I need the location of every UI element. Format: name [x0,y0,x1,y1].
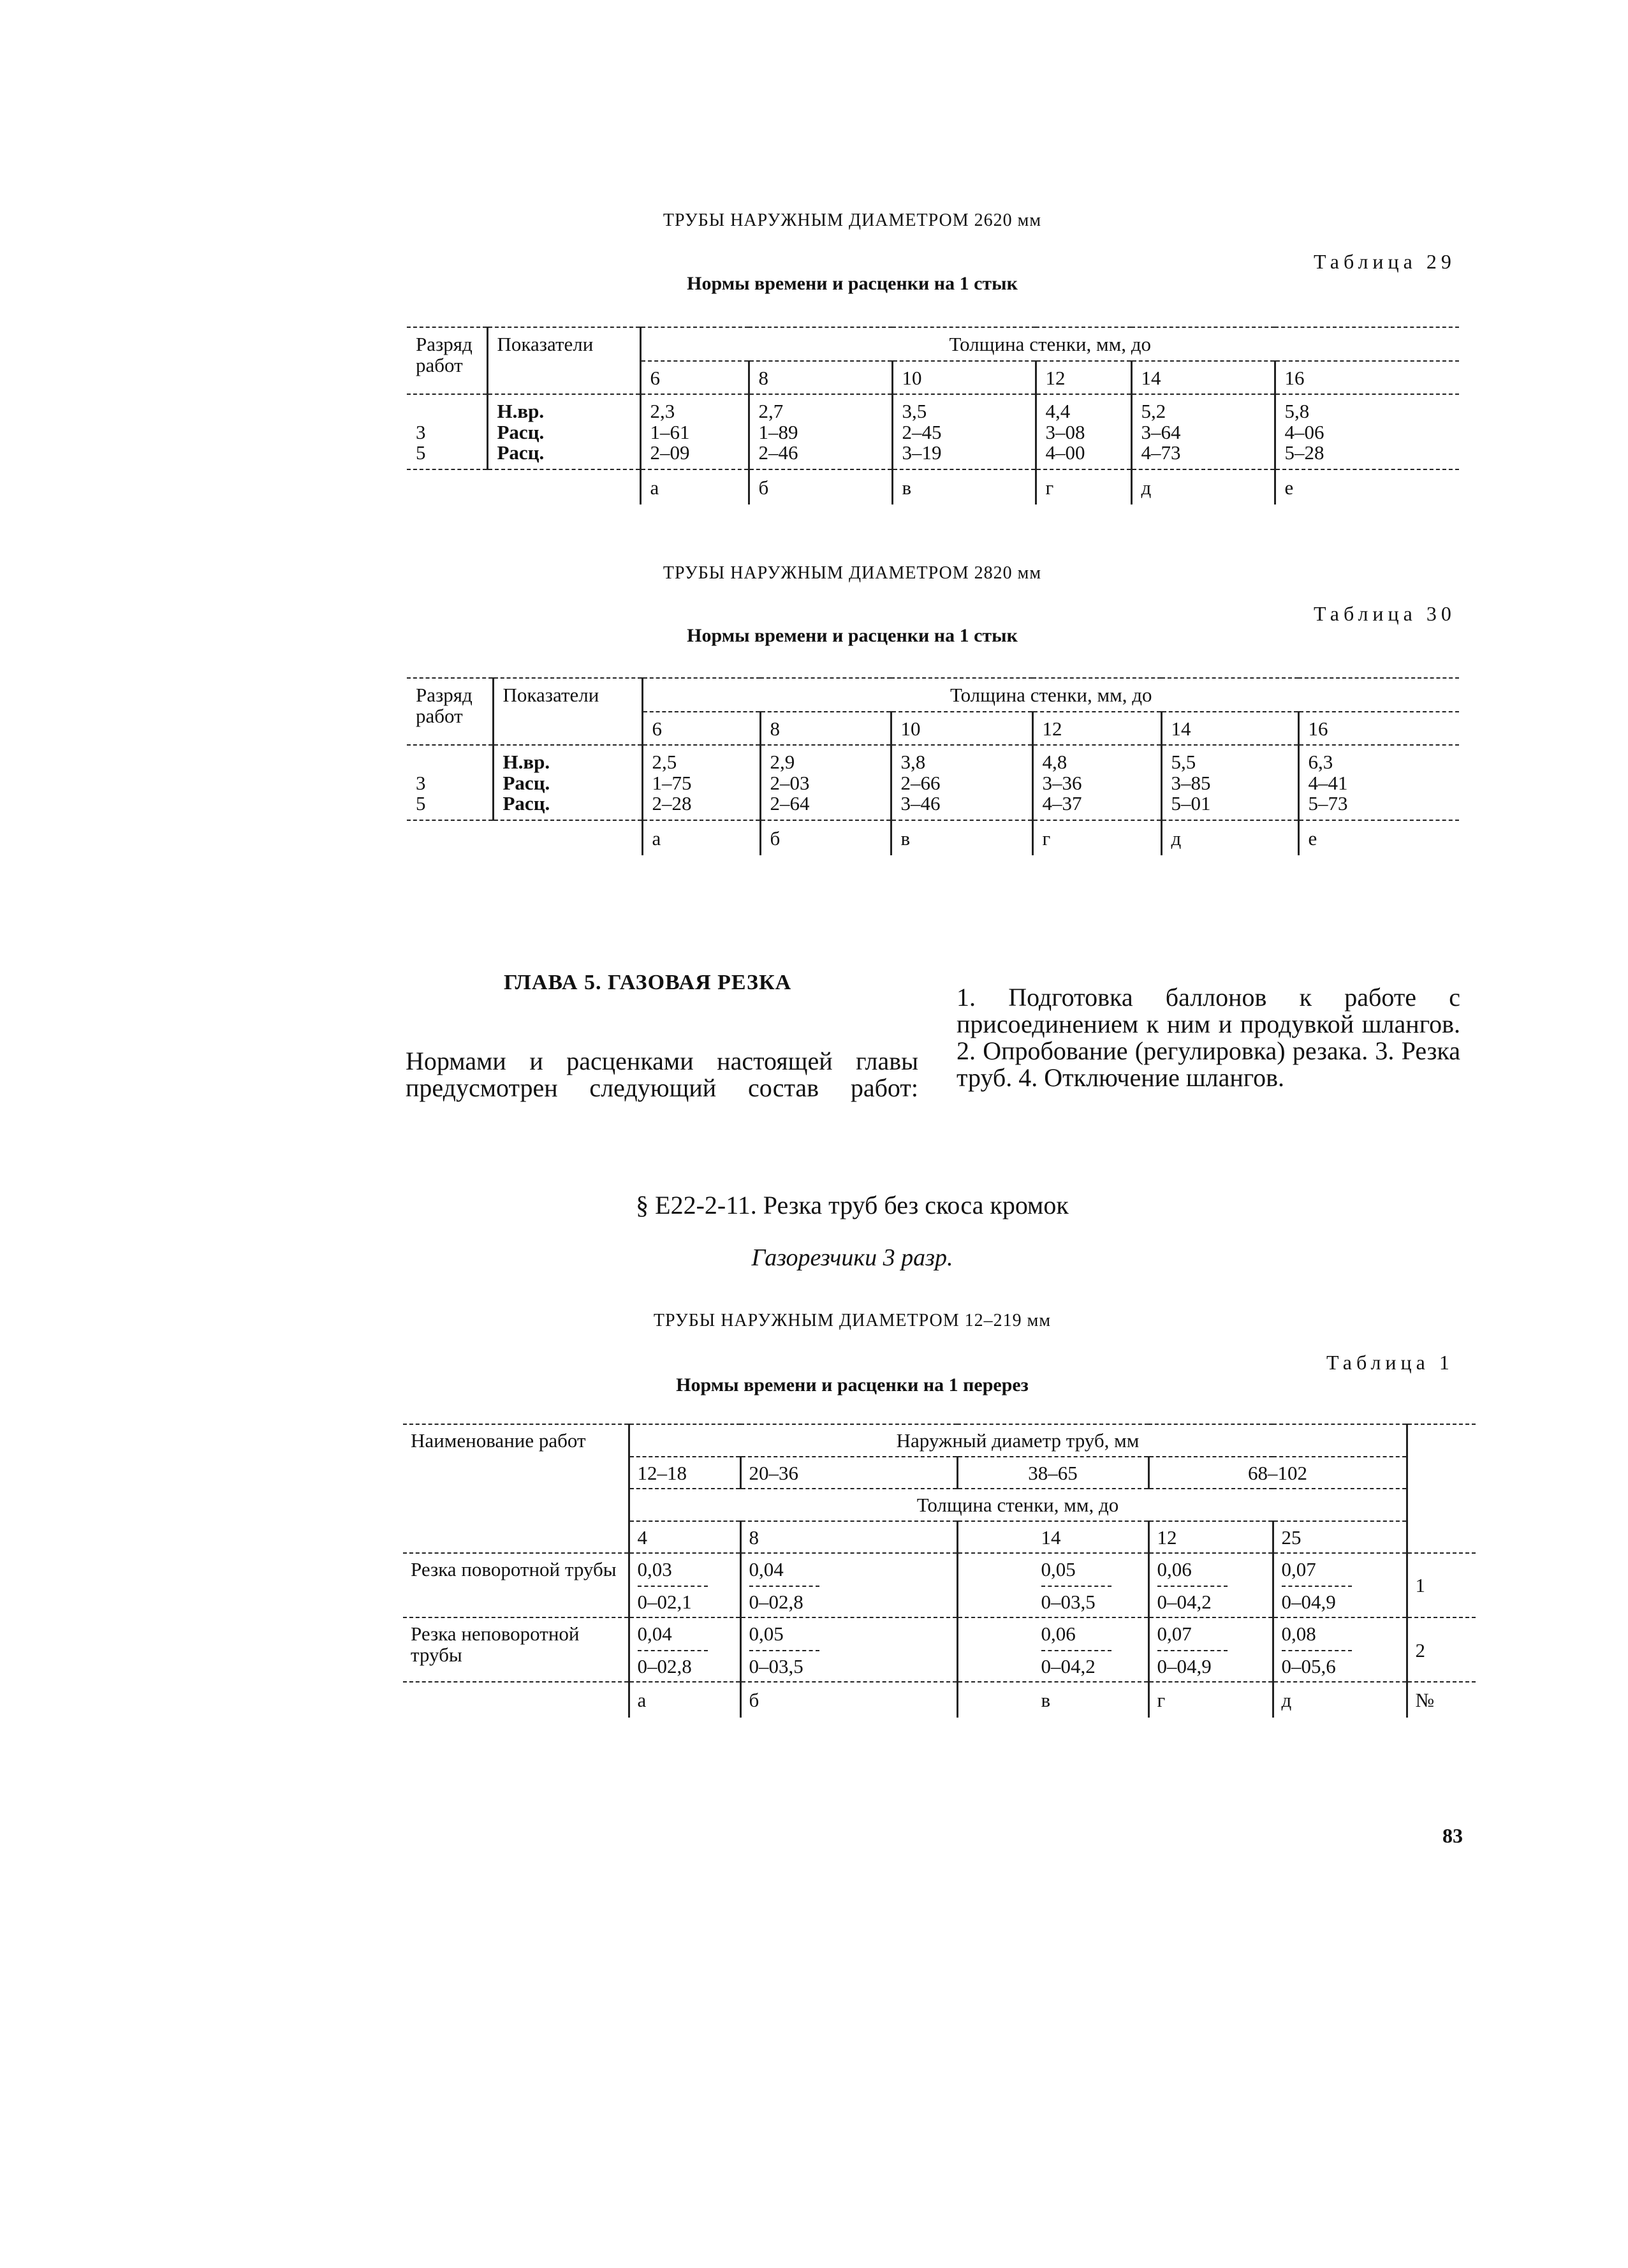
table29-thickness-2: 10 [892,361,1036,395]
table29-label-2: Расц. [497,441,545,464]
table1-row-num: 2 [1407,1617,1476,1682]
table1-rate: 0–03,5 [1041,1590,1096,1613]
table30-letter: г [1032,820,1161,856]
table1-thickness-1: 8 [740,1521,957,1554]
table30-value: 2–28 [652,792,692,815]
table29-rank-0: 3 [416,420,426,443]
fraction-line [749,1586,819,1587]
chapter-intro: Нормами и расценками настоящей главы предусмотрен следующий состав работ: [406,1047,918,1102]
table1-rate: 0–04,2 [1157,1590,1212,1613]
table29-col-indicators: Показатели [487,327,640,394]
table30-label-1: Расц. [502,771,550,794]
table30-col-e [1298,745,1459,820]
table29-letter: а [640,469,749,505]
table1-thickness-3: 12 [1148,1521,1273,1554]
section-title: § Е22-2-11. Резка труб без скоса кромок [636,1191,1069,1219]
table29-thickness-4: 14 [1131,361,1275,395]
table1-norm: 0,08 [1281,1623,1316,1646]
table30-thickness-2: 10 [891,712,1032,746]
table1-col-thickness: Толщина стенки, мм, до [629,1489,1407,1521]
table29-col-thickness: Толщина стенки, мм, до [640,327,1459,361]
table1-cell [957,1617,1148,1682]
table30-value: 3,8 [900,751,926,774]
table29-value: 2–45 [902,420,942,443]
table30-letter: в [891,820,1032,856]
table29-value: 4–00 [1045,441,1085,464]
table30-value: 4,8 [1042,751,1067,774]
table30 [407,677,1459,855]
table29-heading: ТРУБЫ НАРУЖНЫМ ДИАМЕТРОМ 2620 мм [663,210,1042,230]
fraction-line [1157,1586,1228,1587]
table1-norm: 0,05 [1041,1558,1076,1581]
table29-letter: б [749,469,892,505]
table30-thickness-1: 8 [760,712,891,746]
table30-col-a [642,745,760,820]
table29-value: 3–19 [902,441,942,464]
table30-col-g [1032,745,1161,820]
table1-rate: 0–04,9 [1157,1654,1212,1677]
table1-row-num: 1 [1407,1553,1476,1617]
table30-thickness-4: 14 [1161,712,1298,746]
table1-rate: 0–05,6 [1281,1654,1336,1677]
table30-col-v [891,745,1032,820]
table30-subtitle: Нормы времени и расценки на 1 стык [687,625,1018,646]
fraction-line [638,1586,708,1587]
fraction-line [1157,1650,1228,1651]
table29-labels-cell [487,394,640,469]
table30-thickness-0: 6 [642,712,760,746]
table29-col-rank: Разряд работ [407,327,487,394]
table30-thickness-3: 12 [1032,712,1161,746]
table29-col-e [1275,394,1459,469]
table29-thickness-3: 12 [1036,361,1131,395]
table1-rate: 0–02,8 [749,1590,803,1613]
table30-value: 5–73 [1308,792,1348,815]
table1-norm: 0,03 [637,1558,672,1581]
table30-rank-cell [407,745,493,820]
table29-thickness-5: 16 [1275,361,1459,395]
table29-value: 3–08 [1045,420,1085,443]
table1-col-num-blank [1407,1424,1476,1553]
table1-thickness-2: 14 [957,1521,1148,1554]
table1 [403,1424,1476,1718]
table30-labels-cell [493,745,642,820]
table29-value: 5–28 [1284,441,1324,464]
table30-label-2: Расц. [502,792,550,815]
table1-diameter-1: 20–36 [740,1457,957,1489]
table30-thickness-5: 16 [1298,712,1459,746]
table29-value: 4–06 [1284,420,1324,443]
table1-rate: 0–02,1 [637,1590,692,1613]
table29-value: 2,7 [758,400,784,423]
table1-letter: г [1148,1682,1273,1718]
table30-col-d [1161,745,1298,820]
table1-norm: 0,07 [1157,1623,1192,1646]
table1-norm: 0,07 [1281,1558,1316,1581]
table30-label-0: Н.вр. [502,751,550,774]
table1-cell [1273,1617,1407,1682]
table29-value: 1–89 [758,420,798,443]
table30-value: 4–37 [1042,792,1082,815]
table1-letter: а [629,1682,740,1718]
table30-col-b [760,745,891,820]
table30-value: 1–75 [652,771,692,794]
table29-col-v [892,394,1036,469]
table30-letter: д [1161,820,1298,856]
table30-col-rank: Разряд работ [407,678,493,745]
table30-value: 4–41 [1308,771,1348,794]
table1-row-1 [403,1553,1476,1617]
table1-norm: 0,04 [637,1623,672,1646]
table1-cell [629,1553,740,1617]
table30-letter: е [1298,820,1459,856]
table1-norm: 0,05 [749,1623,784,1646]
fraction-line [1041,1650,1111,1651]
table1-norm: 0,04 [749,1558,784,1581]
table1-cell [740,1553,957,1617]
table30-col-indicators: Показатели [493,678,642,745]
fraction-line [749,1650,819,1651]
table1-num-label: № [1407,1682,1476,1718]
table30-value: 5,5 [1171,751,1196,774]
table29-value: 2–09 [650,441,690,464]
table29-label-0: Н.вр. [497,400,545,423]
table1-letter: д [1273,1682,1407,1718]
table29-value: 5,8 [1284,400,1310,423]
table1-letter: в [957,1682,1148,1718]
table1-cell [1273,1553,1407,1617]
table1-letter: б [740,1682,957,1718]
table29-value: 3,5 [902,400,927,423]
table29-col-b [749,394,892,469]
table30-value: 2–64 [770,792,810,815]
table1-diameter-2: 38–65 [957,1457,1148,1489]
table1-rate: 0–04,2 [1041,1654,1096,1677]
table1-cell [957,1553,1148,1617]
table30-value: 2–66 [900,771,941,794]
table1-cell [740,1617,957,1682]
table30-heading: ТРУБЫ НАРУЖНЫМ ДИАМЕТРОМ 2820 мм [663,563,1042,583]
table29-letter: г [1036,469,1131,505]
table30-value: 3–46 [900,792,941,815]
table29-thickness-0: 6 [640,361,749,395]
table1-work-name: Резка поворотной трубы [403,1553,629,1617]
table1-number: Таблица 1 [1326,1351,1454,1374]
table1-norm: 0,06 [1041,1623,1076,1646]
table1-row-2 [403,1617,1476,1682]
table1-thickness-0: 4 [629,1521,740,1554]
table30-value: 6,3 [1308,751,1333,774]
table1-col-name: Наименование работ [403,1424,629,1553]
fraction-line [1282,1586,1352,1587]
table1-cell [629,1617,740,1682]
fraction-line [638,1650,708,1651]
table29-value: 3–64 [1141,420,1181,443]
table1-diameter-0: 12–18 [629,1457,740,1489]
table30-value: 2,5 [652,751,677,774]
table29-value: 1–61 [650,420,690,443]
table29-letter: е [1275,469,1459,505]
table29-rank-cell [407,394,487,469]
table29-letter: д [1131,469,1275,505]
table1-col-diameter: Наружный диаметр труб, мм [629,1424,1407,1457]
table29-label-1: Расц. [497,420,545,443]
table30-rank-0: 3 [416,771,426,794]
table29-letter: в [892,469,1036,505]
table1-norm: 0,06 [1157,1558,1192,1581]
table30-rank-1: 5 [416,792,426,815]
table29-number: Таблица 29 [1314,250,1456,273]
table1-rate: 0–02,8 [637,1654,692,1677]
table1-work-name: Резка неповоротной трубы [403,1617,629,1682]
table29-value: 5,2 [1141,400,1166,423]
table30-value: 5–01 [1171,792,1211,815]
table1-rate: 0–03,5 [749,1654,803,1677]
table1-heading: ТРУБЫ НАРУЖНЫМ ДИАМЕТРОМ 12–219 мм [653,1311,1052,1330]
page-number: 83 [1442,1824,1463,1847]
table29-col-d [1131,394,1275,469]
chapter-title: ГЛАВА 5. ГАЗОВАЯ РЕЗКА [504,971,792,994]
table29-value: 4–73 [1141,441,1181,464]
table30-value: 3–36 [1042,771,1082,794]
table29-col-a [640,394,749,469]
table1-cell [1148,1617,1273,1682]
table1-rate: 0–04,9 [1281,1590,1336,1613]
table29-rank-1: 5 [416,441,426,464]
table29-thickness-1: 8 [749,361,892,395]
table30-letter: а [642,820,760,856]
table30-col-thickness: Толщина стенки, мм, до [642,678,1459,712]
table30-letter: б [760,820,891,856]
fraction-line [1282,1650,1352,1651]
table1-cell [1148,1553,1273,1617]
table1-thickness-4: 25 [1273,1521,1407,1554]
table29-value: 4,4 [1045,400,1071,423]
fraction-line [1041,1586,1111,1587]
table29-col-g [1036,394,1131,469]
table29-value: 2–46 [758,441,798,464]
table30-value: 3–85 [1171,771,1211,794]
chapter-composition: 1. Подготовка баллонов к работе с присоединением к ним и продувкой шлангов. 2. Опробование (регулировка) резака. 3. Резка труб. 4. Отключение шлангов. [957,983,1460,1092]
table1-diameter-3: 68–102 [1148,1457,1407,1489]
table30-value: 2–03 [770,771,810,794]
table30-number: Таблица 30 [1314,602,1456,625]
table30-value: 2,9 [770,751,795,774]
table29-value: 2,3 [650,400,675,423]
table29-subtitle: Нормы времени и расценки на 1 стык [687,273,1018,294]
table1-subtitle: Нормы времени и расценки на 1 перерез [676,1374,1029,1395]
table29 [407,327,1459,504]
section-brigade: Газорезчики 3 разр. [751,1244,953,1271]
